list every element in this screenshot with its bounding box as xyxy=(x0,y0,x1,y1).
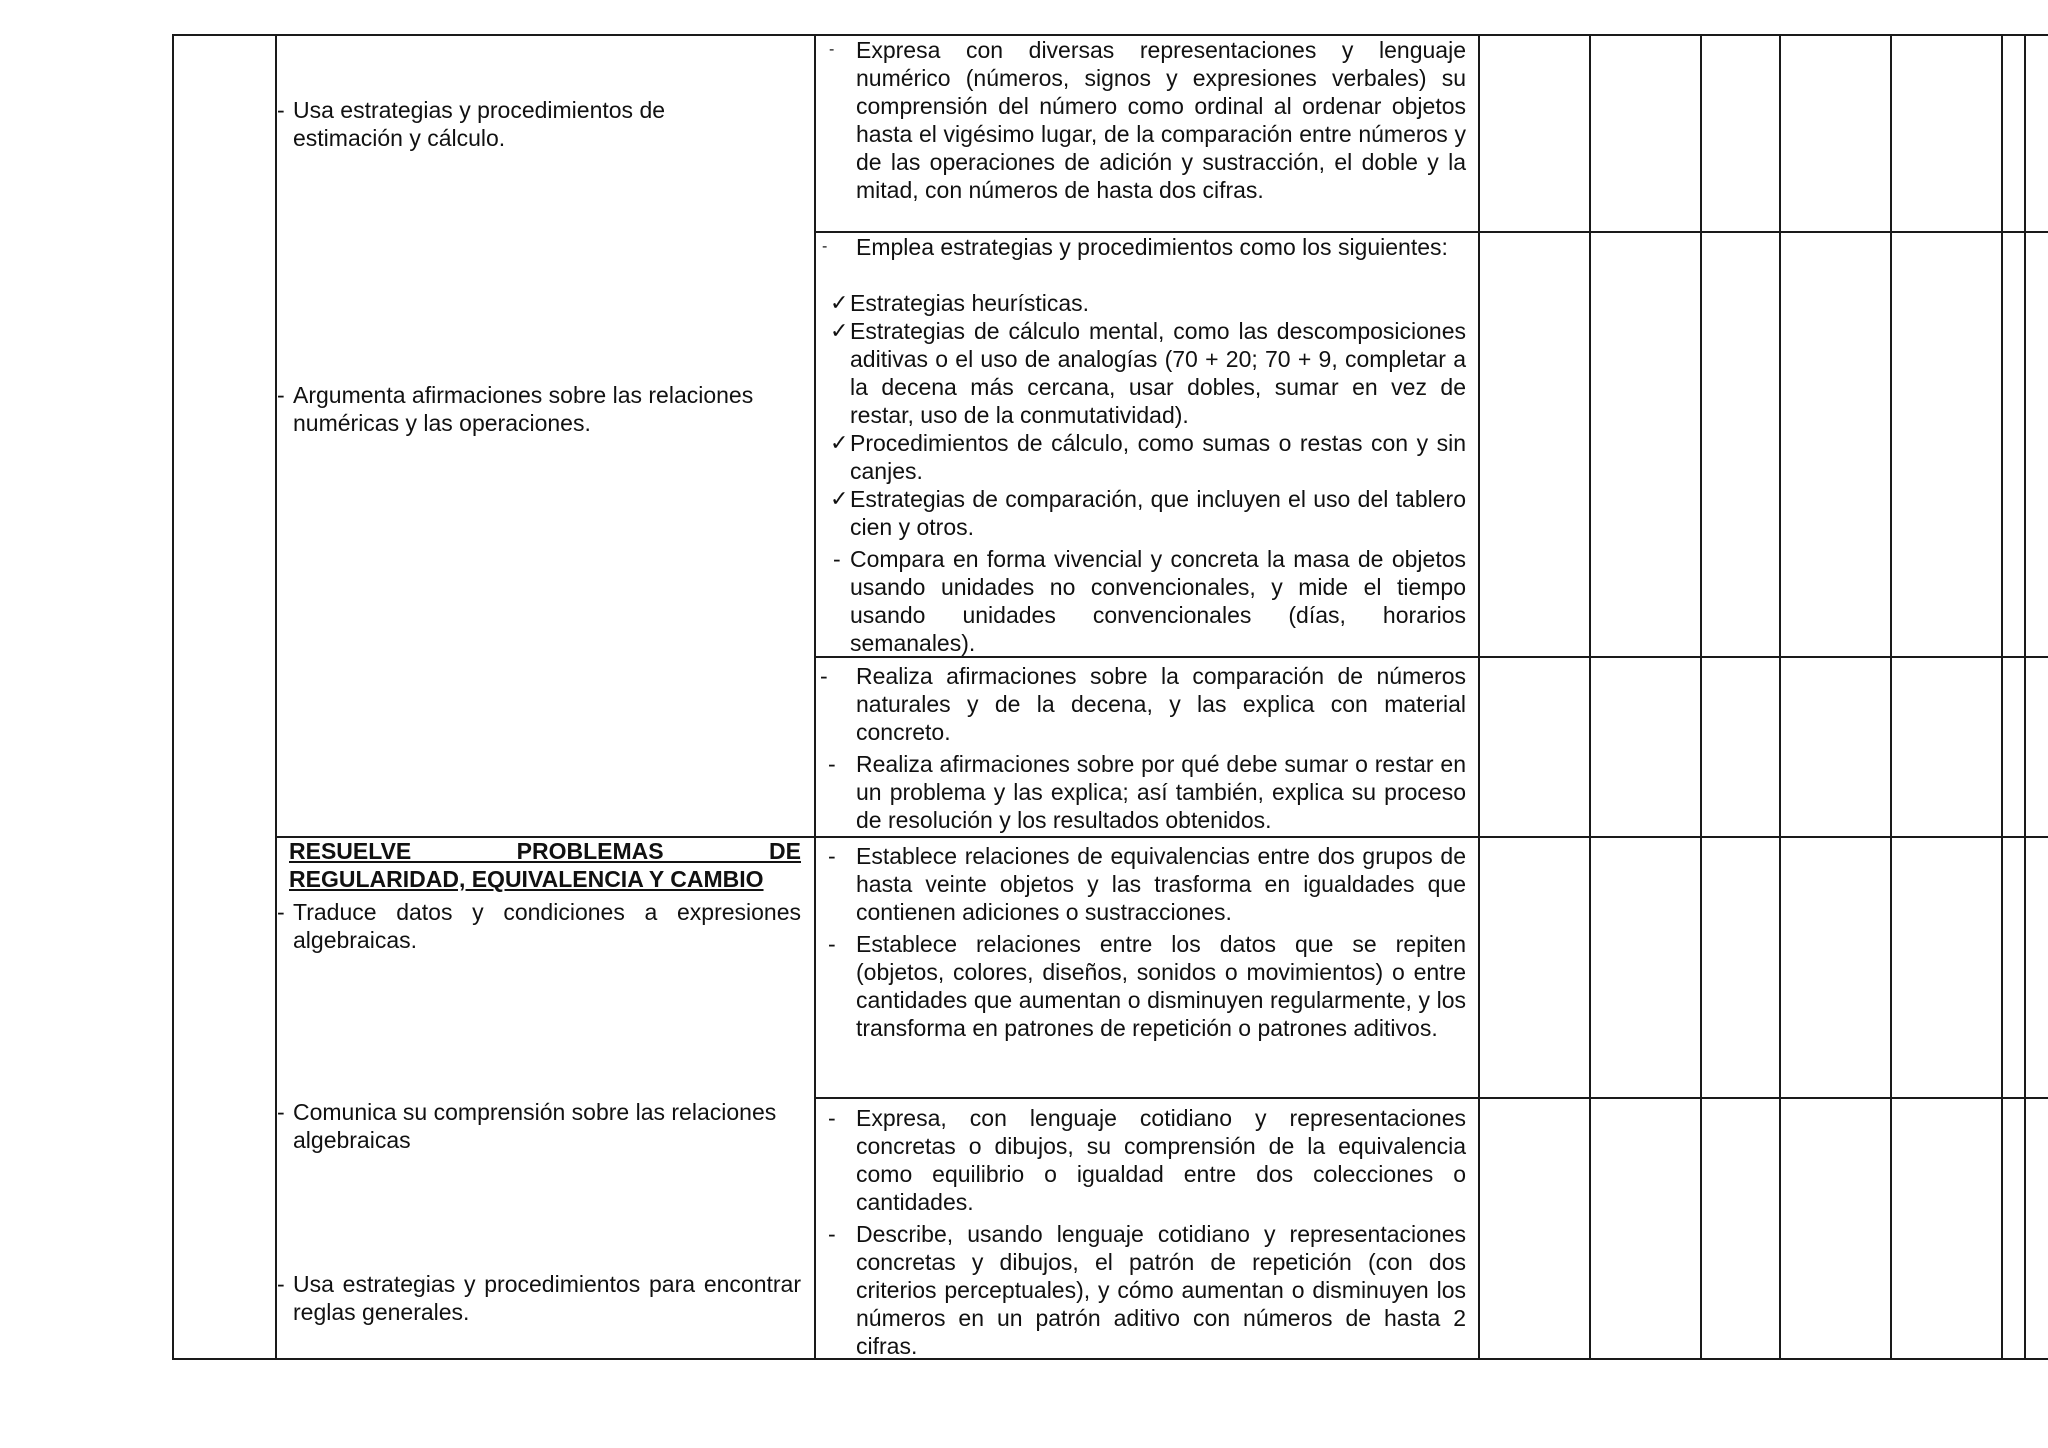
column-divider xyxy=(814,34,816,1360)
bullet-dash: - xyxy=(277,97,285,123)
bullet-dash: - xyxy=(277,1271,285,1297)
bullet-dash: - xyxy=(277,382,285,408)
column-divider xyxy=(275,34,277,1360)
bullet-dash: - xyxy=(828,1221,836,1247)
performance-item: Describe, usando lenguaje cotidiano y representaciones concretas y dibujos, el patrón de repetición (con dos criterios perceptuales), y cómo aumentan o disminuyen los números en un patrón aditivo con números de hasta 2 cifras. xyxy=(856,1221,1466,1359)
bullet-dash: - xyxy=(833,546,841,572)
performance-subitem: Estrategias heurísticas. xyxy=(850,290,1090,316)
bullet-dash: - xyxy=(828,1105,836,1131)
check-icon: ✓ xyxy=(830,430,849,455)
performance-item: Establece relaciones entre los datos que se repiten (objetos, colores, diseños, sonidos o movimientos) o entre cantidades que aumentan o disminuyen regularmente, y los transforma en patrones de repetición o patrones aditivos. xyxy=(856,931,1466,1041)
performance-item: Expresa, con lenguaje cotidiano y representaciones concretas o dibujos, su comprensión de la equivalencia como equilibrio o igualdad entre dos colecciones o cantidades. xyxy=(856,1105,1466,1215)
row-divider xyxy=(814,1097,2048,1099)
bullet-dash: - xyxy=(277,899,285,925)
bullet-dash: - xyxy=(828,751,836,777)
bullet-dash: - xyxy=(828,931,836,957)
bullet-dash: - xyxy=(820,663,828,689)
column-divider xyxy=(2001,34,2003,1360)
table-border-left xyxy=(172,34,174,1360)
performance-item: Realiza afirmaciones sobre la comparación de números naturales y de la decena, y las explica con material concreto. xyxy=(856,663,1466,745)
bullet-dash: - xyxy=(277,1099,285,1125)
competency-heading xyxy=(289,837,801,893)
column-divider xyxy=(1700,34,1702,1360)
performance-subitem: Estrategias de cálculo mental, como las descomposiciones aditivas o el uso de analogías (70 + 20; 70 + 9, completar a la decena más cercana, usar dobles, sumar en vez de restar, uso de la conmutatividad). xyxy=(850,318,1466,428)
column-divider xyxy=(1478,34,1480,1360)
column-divider xyxy=(1890,34,1892,1360)
check-icon: ✓ xyxy=(830,318,849,343)
performance-subitem: Estrategias de comparación, que incluyen el uso del tablero cien y otros. xyxy=(850,486,1466,540)
column-divider xyxy=(1589,34,1591,1360)
column-divider xyxy=(2024,34,2026,1360)
performance-subitem: Compara en forma vivencial y concreta la masa de objetos usando unidades no convencionales, y mide el tiempo usando unidades convencionales (días, horarios semanales). xyxy=(850,546,1466,656)
capacity-item: Comunica su comprensión sobre las relaciones algebraicas xyxy=(293,1099,777,1153)
competency-heading-line: REGULARIDAD, EQUIVALENCIA Y CAMBIO xyxy=(289,866,764,892)
performance-item: Emplea estrategias y procedimientos como los siguientes: xyxy=(856,234,1448,260)
bullet-dash: - xyxy=(822,238,828,255)
check-icon: ✓ xyxy=(830,290,849,315)
bullet-dash: - xyxy=(828,843,836,869)
capacity-item: Traduce datos y condiciones a expresiones algebraicas. xyxy=(293,899,801,953)
performance-subitem: Procedimientos de cálculo, como sumas o restas con y sin canjes. xyxy=(850,430,1466,484)
check-icon: ✓ xyxy=(830,486,849,511)
capacity-item: Usa estrategias y procedimientos para encontrar reglas generales. xyxy=(293,1271,801,1325)
capacity-item: Argumenta afirmaciones sobre las relaciones numéricas y las operaciones. xyxy=(293,382,754,436)
column-divider xyxy=(1779,34,1781,1360)
capacity-item: Usa estrategias y procedimientos de estimación y cálculo. xyxy=(293,97,666,151)
competency-heading-line: RESUELVE PROBLEMAS DE xyxy=(289,838,801,864)
performance-item: Realiza afirmaciones sobre por qué debe sumar o restar en un problema y las explica; así también, explica su proceso de resolución y los resultados obtenidos. xyxy=(856,751,1466,833)
performance-item: Establece relaciones de equivalencias entre dos grupos de hasta veinte objetos y las trasforma en igualdades que contienen adiciones o sustracciones. xyxy=(856,843,1466,925)
bullet-dash: - xyxy=(829,41,835,58)
performance-item: Expresa con diversas representaciones y lenguaje numérico (números, signos y expresiones verbales) su comprensión del número como ordinal al ordenar objetos hasta el vigésimo lugar, de la comparación entre números y de las operaciones de adición y sustracción, el doble y la mitad, con números de hasta dos cifras. xyxy=(856,37,1466,203)
